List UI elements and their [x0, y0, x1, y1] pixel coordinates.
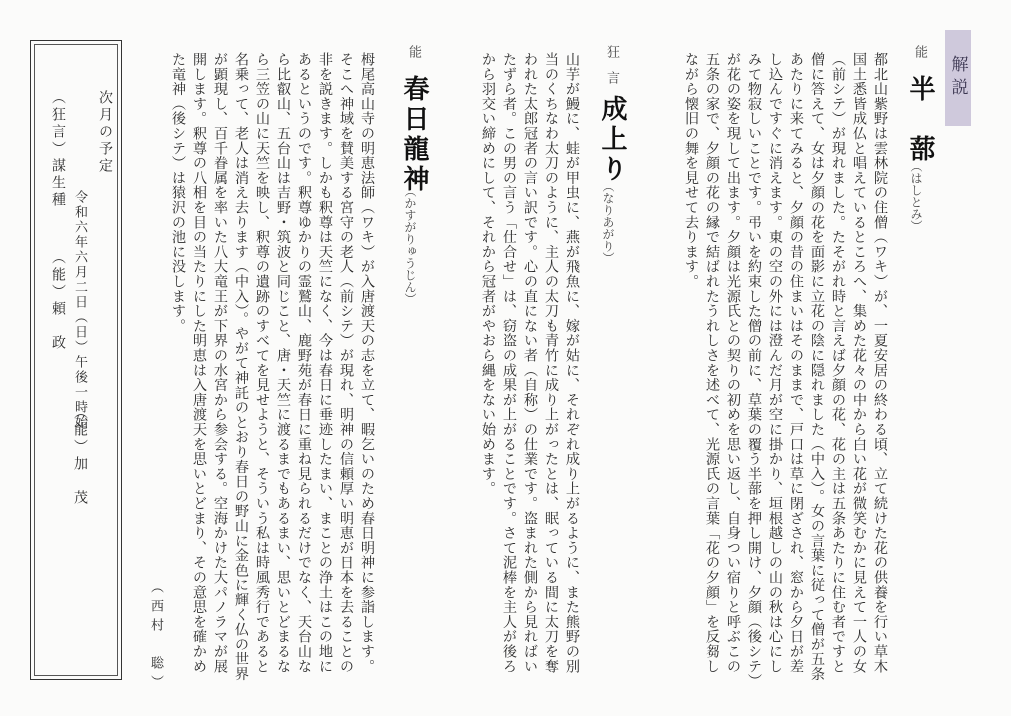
hanshitomi-title: 半 蔀: [905, 75, 935, 165]
hanshitomi-text: 都北山紫野は雲林院の住僧（ワキ）が、一夏安居の終わる頃、立て続けた花の供養を行い草木国土悉皆成仏と唱えているところへ、集めた花々の中から白い花が微笑むかに見えて一人の女（前シテ）が現れました。たそがれ時と言えば夕顔の花、花の主は五条あたりに住む者ですと僧に答えて、女は夕顔の花を面影に立花の陰に隠れました（中入）。女の言葉に従って僧が五条あたりに来てみると、夕顔の昔の住まいはそのままで、戸口は草に閉ざされ、窓から夕日が差し込んですぐに消えます。東の空の外には澄んだ月が空に掛かり、垣根越しの山の秋は心にしみて物寂しいことです。弔いを約束した僧の前に、草葉の覆う半蔀を押し開け、夕顔（後シテ）が花の姿を現して出ます。夕顔は光源氏との契りの初めを思い返し、自身つい宿りと呼ぶこの五条の家で、夕顔の花の縁で結ばれたうれしさを述べて、光源氏の言葉「花の夕顔」を反芻しながら懐旧の舞を見せて去ります。: [683, 52, 888, 682]
schedule-heading: 次月の予定: [97, 90, 113, 175]
nariagari-title: 成上り: [597, 95, 627, 185]
nariagari-text: 山芋が鰻に、蛙が甲虫に、燕が飛魚に、嫁が姑に、それぞれ成り上がるように、また熊野の別当のくちなわ太刀のように、主人の太刀も青竹に成り上がったとは、眠っている間に太刀を奪われた太郎冠者の言い訳です。心の直にない者（自称）の仕業です。盗まれた側から見ればいたずら者。この男の言う「仕合せ」は、窃盗の成果が上がることです。さて泥棒を主人が後ろから羽交い締めにして、それから冠者がやおら縄をない始めます。: [480, 52, 580, 674]
schedule-date: 令和六年六月二日（日）午後一時始: [72, 190, 87, 430]
schedule-program-3: （能）頼 政: [50, 250, 66, 352]
kasugaryujin-body: [145, 52, 377, 682]
kasugaryujin-text: 栂尾高山寺の明恵法師（ワキ）が入唐渡天の志を立て、暇乞いのため春日明神に参詣します。そこへ神域を賛美する宮守の老人（前シテ）が現れ、明神の信頼厚い明恵が日本を去ることの非を説きます。しかも釈尊は天竺になく、今は春日に垂迹したまい、まことの浄土はこの地にあるというのです。釈尊ゆかりの霊鷲山、鹿野苑が春日に重ね見られるだけでなく、天台山なら比叡山、五台山は吉野・筑波と同じこと、唐・天竺に渡るまでもあるまい、思いとどまるなら三笠の山に天竺を映し、釈尊の遺跡のすべてを見せようと、そういう私は時風秀行であると名乗って、老人は消え去ります（中入）。やがて神託のとおり春日の野山に金色に輝く仏の世界が顕現し、百千眷属を率いた八大竜王が下界の水宮から参会する。空海かけた大パノラマが展開します。釈尊の八相を目の当たりにした明恵は入唐渡天を思いとどまり、その意思を確かめた竜神（後シテ）は猿沢の池に没します。: [170, 52, 375, 682]
kasugaryujin-title: 春日龍神: [399, 75, 429, 195]
nariagari-body: [456, 52, 582, 682]
nariagari-reading: （なりあがり）: [601, 180, 615, 264]
nariagari-genre: 狂 言: [604, 45, 619, 84]
schedule-program-1: （能）加 茂: [72, 405, 88, 507]
hanshitomi-genre: 能: [912, 45, 927, 58]
section-tag: 解説: [945, 30, 971, 126]
schedule-program-2: （狂言）謀生種: [50, 90, 66, 209]
kasugaryujin-genre: 能: [406, 45, 421, 58]
hanshitomi-reading: （はしとみ）: [909, 160, 923, 232]
hanshitomi-body: [658, 52, 890, 682]
author-credit: （西村 聡）: [148, 580, 163, 694]
kasugaryujin-reading: （かすがりゅうじん）: [403, 185, 417, 305]
